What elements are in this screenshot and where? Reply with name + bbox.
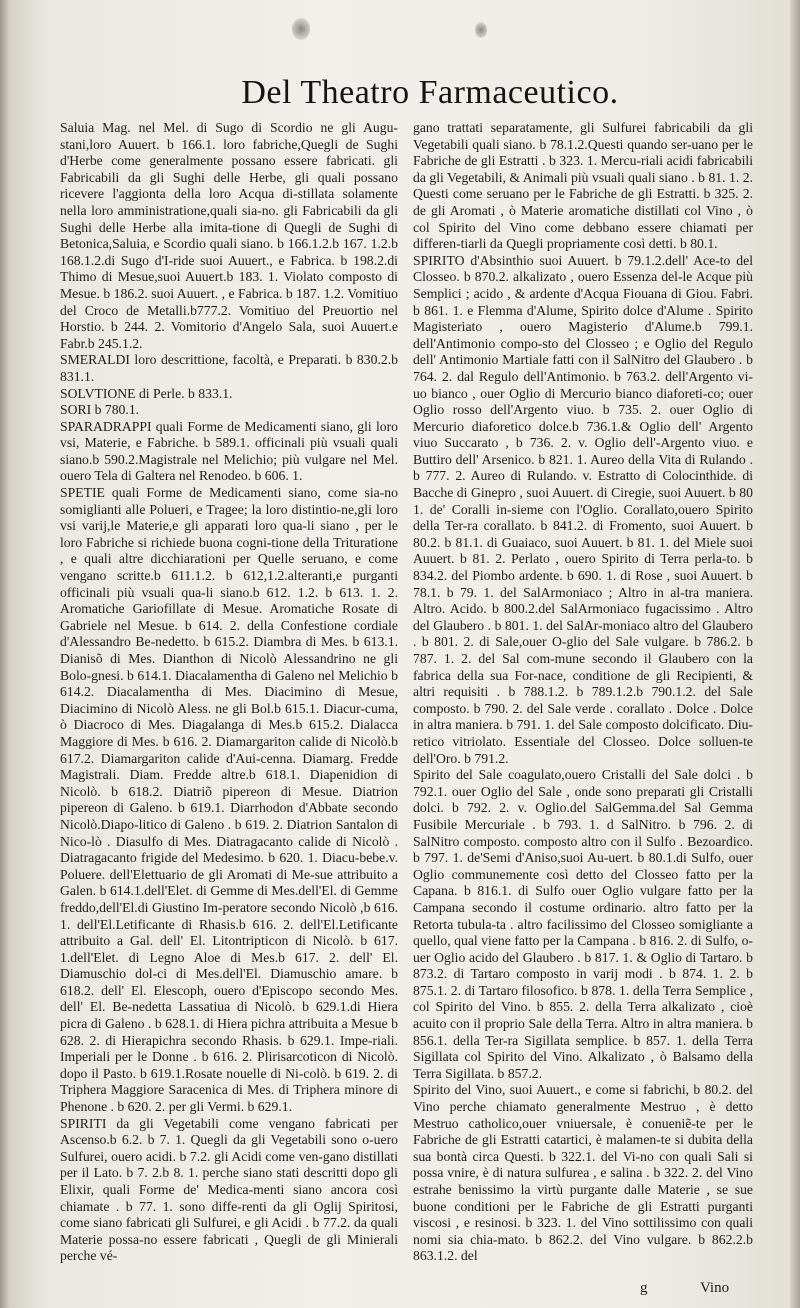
index-entry: SPIRITI da gli Vegetabili come vengano fabricati per Ascenso.b 6.2. b 7. 1. Quegli da gli Vegetabili sono o-uero Sulfurei, ouero acidi. b 7.2. gli Acidi come ven-gano distillati per il Lato. b 7. 2.b 8. 1. perche siano stati descritti dopo gli Elixir, quali Forme de' Medica-menti siano ancora così chiamate . b 77. 1. sono diffe-renti da gli Oglij Spiritosi, come siano fabricati gli Sulfurei, e gli Acidi . b 77.2. da quali Materie possa-no essere fabricati , Quegli de gli Minierali perche vé- — [60, 1115, 398, 1264]
index-entry: SPETIE quali Forme de Medicamenti siano, come sia-no somiglianti alle Polueri, e Tragee; la loro distintio-ne,gli loro vsi varij,le Materie,e gli apparati loro qua-li siano , per le loro Fabriche si richiede buona cogni-tione della Trituratione , e quali altre dicchiarationi per Quelle seruano, e come vengano scritte.b 611.1.2. b 612,1.2.alteranti,e purganti officinali più vsuali qua-li siano.b 612. 1.2. b 613. 1. 2. Aromatiche Gariofillate di Mesue. Aromatiche Rosate di Gabriele nel Mesue. b 614. 2. della Confestione cordiale d'Alessandro Be-nedetto. b 615.2. Diambra di Mes. b 613.1. Dianisõ di Mes. Dianthon di Nicolò Alessandrino ne gli Bolo-gnesi. b 614.1. Diacalamentha di Galeno nel Melichio b 614.2. Diacalamentha di Mes. Diacimino di Mesue, Diacimino di Nicolò Aless. ne gli Bol.b 615.1. Diacur-cuma, ò Diacroco di Mes. Diagalanga di Mes.b 615.2. Dialacca Maggiore di Mes. b 616. 2. Diamargariton calide di Nicolò.b 617.2. Diamargariton calide d'Aui-cenna. Diamarg. Fredde Magistrali. Diam. Fredde altre.b 618.1. Diapenidion di Nicolò. b 618.2. Diatriõ pipereon di Mesue. Diatrion pipereon di Galeno. b 619.1. Diarrhodon d'Abbate secondo Nicolò.Diapo-litico di Galeno . b 619. 2. Diatrion Santalon di Nico-lò . Diasulfo di Mes. Diatragacanto calide di Nicolò . Diatragacanto frigide del Medesimo. b 620. 1. Diacu-bebe.v. Poluere. dell'Elettuario de gli Aromati di Me-sue attribuito a Galen. b 614.1.dell'Elet. di Gemme di Mes.dell'El. di Gemme freddo,dell'El.di Giustino Im-peratore secondo Nicolò ,b 616. 1. dell'El.Letificante di Rhasis.b 616. 2. dell'El.Letificante attribuito a Gal. dell' El. Litontripticon di Nicolò. b 617. 1.dell'Elet. di Legno Aloe di Mes.b 617. 2. dell' El. Diamuschio dol-ci di Mes.dell'El. Diamuschio amare. b 618.2. dell' El. Elescoph, ouero d'Episcopo secondo Mes. dell' El. Be-nedetta Lassatiua di Nicolò. b 629.1.di Hiera picra di Galeno . b 628.1. di Hiera pichra attribuita a Mesue b 628. 2. di Hierapichra secondo Rhasis. b 629.1. Impe-riali. Imperiali per le Donne . b 616. 2. Plirisarcoticon di Nicolò. dopo il Pasto. b 619.1.Rosate nouelle di Ni-colò. b 619. 2. di Triphera Maggiore Saracenica di Mes. di Triphera minore di Phenone . b 620. 2. per gli Vermi. b 629.1. — [60, 485, 398, 1115]
page-left-edge — [0, 0, 10, 1308]
index-entry: Saluia Mag. nel Mel. di Sugo di Scordio ne gli Augu-stani,loro Auuert. b 166.1. loro fabriche,Quegli de Sughi d'Herbe come generalmente possano essere fabricati. gli Fabricabili da gli Sughi delle Herbe, gli quali possano ricevere l'aggionta della loro Acqua di-stillata solamente nella loro amministratione,quali sia-no. gli Fabricabili da gli Sughi delle Herbe alla imita-tione di Quegli de Sughi di Betonica,Saluia, e Scordio quali siano. b 166.1.2.b 167. 1.2.b 168.1.2.di Sugo d'I-ride suoi Auuert., e Fabrica. b 198.2.di Thimo di Mesue,suoi Auuert.b 183. 1. Violato composto di Mesue. b 186.2. suoi Auuert. , e Fabrica. b 187. 1.2. Vomitiuo del Croco de Metalli.b777.2. Vomitiuo del Preuortio nel Horstio. b 244. 2. Vomitorio d'Angelo Sala, suoi Auuert.e Fabr.b 245.1.2. — [60, 120, 398, 351]
index-entry: SORI b 780.1. — [60, 402, 140, 418]
index-entry: gano trattati separatamente, gli Sulfurei fabricabili da gli Vegetabili quali siano. b 78.1.2.Questi quando ser-uano per le Fabriche de gli Estratti . b 323. 1. Mercu-riali acidi fabricabili da gli Vegetabili, & Animali più vsuali quali siano . b 81. 1. 2. Questi come seruano per le Fabriche de gli Estratti. b 325. 2. de gli Aromati , ò Materie aromatiche distillati col Vino , ò col Spirito del Vino come debbano essere chiamati per differen-tiarli da Quegli propriamente così detti. b 80.1. — [413, 120, 753, 252]
index-column-left — [60, 120, 398, 1265]
index-entry: SPARADRAPPI quali Forme de Medicamenti siano, gli loro vsi, Materie, e Fabriche. b 589.1. officinali più vsuali quali siano.b 590.2.Magistrale nel Melichio; più vulgare nel Mel. ouero Tela di Galtera nel Renodeo. b 606. 1. — [60, 418, 398, 484]
index-entry: Spirito del Sale coagulato,ouero Cristalli del Sale dolci . b 792.1. ouer Oglio del Sale , onde sono preparati gli Cristalli dolci. b 792. 2. v. Oglio.del SalGemma.del Sal Gemma Fusibile Mercuriale . b 793. 1. d SalNitro. b 796. 2. di SalNitro composto. composto altro con il Sulfo . Bezoardico. b 797. 1. de'Semi d'Aniso,suoi Au-uert. b 80.1.di Sulfo, ouer Oglio communemente così detto del Closseo fatto per la Capana. b 816.1. di Sulfo ouer Oglio vulgare fatto per la Campana secondo il costume ordinario. altro fatto per la Retorta tubula-ta . altro facilissimo del Closseo somigliante a quello, qual viene fatto per la Campana . b 816. 2. di Sulfo, o-uer Oglio acido del Glaubero . b 817. 1. & Oglio di Tartaro. b 873.2. di Tartaro composto in varij modi . b 874. 1. 2. b 875.1. 2. di Tartaro filosofico. b 878. 1. della Terra Semplice , col Spirito del Vino. b 855. 2. della Terra alkalizato , cioè acuito con il proprio Sale della Terra. Altro in altra maniera. b 856.1. della Ter-ra Sigillata semplice. b 857. 1. della Terra Sigillata col Spirito del Vino. Alkalizato , ò Balsamo della Terra Sigillata. b 857.2. — [413, 767, 753, 1081]
index-entry: SMERALDI loro descrittione, facoltà, e Preparati. b 830.2.b 831.1. — [60, 352, 398, 384]
index-entry: Spirito del Vino, suoi Auuert., e come si fabrichi, b 80.2. del Vino perche chiamato generalmente Mestruo , è detto Mestruo catholico,ouer vniuersale, è conueniẽ-te per le Fabriche de gli Estratti catartici, è malamen-te si dubita della sua bontà circa Questi. b 322.1. del Vi-no con quali Sali si possa vnire, è di natura sulfurea , e salina . b 322. 2. del Vino estrahe benissimo la virtù purgante dalle Materie , se sue buone conditioni per le Fabriche de gli Estratti purganti viscosi , e resinosi. b 323. 1. del Vino sottilissimo con quali nomi sia chia-mato. b 862.2. del Vino vulgare. b 862.2.b 863.1.2. del — [413, 1082, 753, 1264]
signature-mark: g — [640, 1280, 648, 1296]
page-right-edge — [790, 0, 800, 1308]
index-entry: SOLVTIONE di Perle. b 833.1. — [60, 385, 233, 401]
ink-smudge — [292, 18, 310, 40]
index-column-right — [413, 120, 753, 1265]
ink-smudge — [475, 22, 487, 38]
index-entry: SPIRITO d'Absinthio suoi Auuert. b 79.1.2.dell' Ace-to del Closseo. b 870.2. alkalizato , ouero Essenza del-le Acque più Semplici ; acido , & ardente d'Acqua Fiouana di Giou. Fabri. b 861. 1. e Flemma d'Alume, Spirito dolce d'Alume . Spirito Magisteriato , ouero Magisterio d'Alume.b 799.1. dell'Antimonio compo-sto del Closseo ; e Oglio del Regulo dell' Antimonio Martiale fatti con il SalNitro del Glaubero . b 764. 2. dal Regulo dell'Antimonio. b 763.2. dell'Argento vi-uo bianco , ouer Oglio di Mercurio bianco diaforeti-co; ouer Oglio rosso dell'Argento viuo. b 735. 2. ouer Oglio di Mercurio diaforetico dolce.b 736.1.& Oglio dell' Argento viuo Succarato , b 736. 2. v. Oglio dell'-Argento viuo. e Buttiro dell' Arsenico. b 821. 1. Aureo della Vita di Rulando . b 777. 2. Aureo di Rulando. v. Estratto di Colocinthide. di Bacche di Ginepro , suoi Auuert. di Ciregie, suoi Auuert. b 80 1. de' Coralli in-sieme con l'Oglio. Corallato,ouero Spirito della Ter-ra corallato. b 841.2. di Fromento, suoi Auuert. b 80.2. b 81.1. di Guaiaco, suoi Auuert. b 81. 1. del Miele suoi Auuert. b 81. 2. Perlato , ouero Spirito di Terra perla-to. b 834.2. del Piombo ardente. b 690. 1. di Rose , suoi Auuert. b 78.1. b 79. 1. del SalArmoniaco ; Altro in al-tra maniera. Altro. Acido. b 800.2.del SalArmoniaco fugacissimo . Altro del Glaubero . b 801. 1. del SalAr-moniaco altro del Glaubero . b 801. 2. di Sale,ouer O-glio del Sale vulgare. b 786.2. b 787. 1. 2. del Sal com-mune secondo il Glaubero con la fabrica della sua For-nace, conditione de gli Recipienti, & altri requisiti . b 788.1.2. b 789.1.2.b 790.1.2. del Sale composto. b 790. 2. del Sale verde . corallato . Dolce . Dolce in altra maniera. b 791. 1. del Sale composto dolcificato. Diu-retico vitriolato. Essentiale del Closseo. Dolce solluen-te dell'Oro. b 791.2. — [413, 252, 753, 766]
page-title: Del Theatro Farmaceutico. — [241, 74, 619, 111]
catchword: Vino — [700, 1280, 730, 1296]
